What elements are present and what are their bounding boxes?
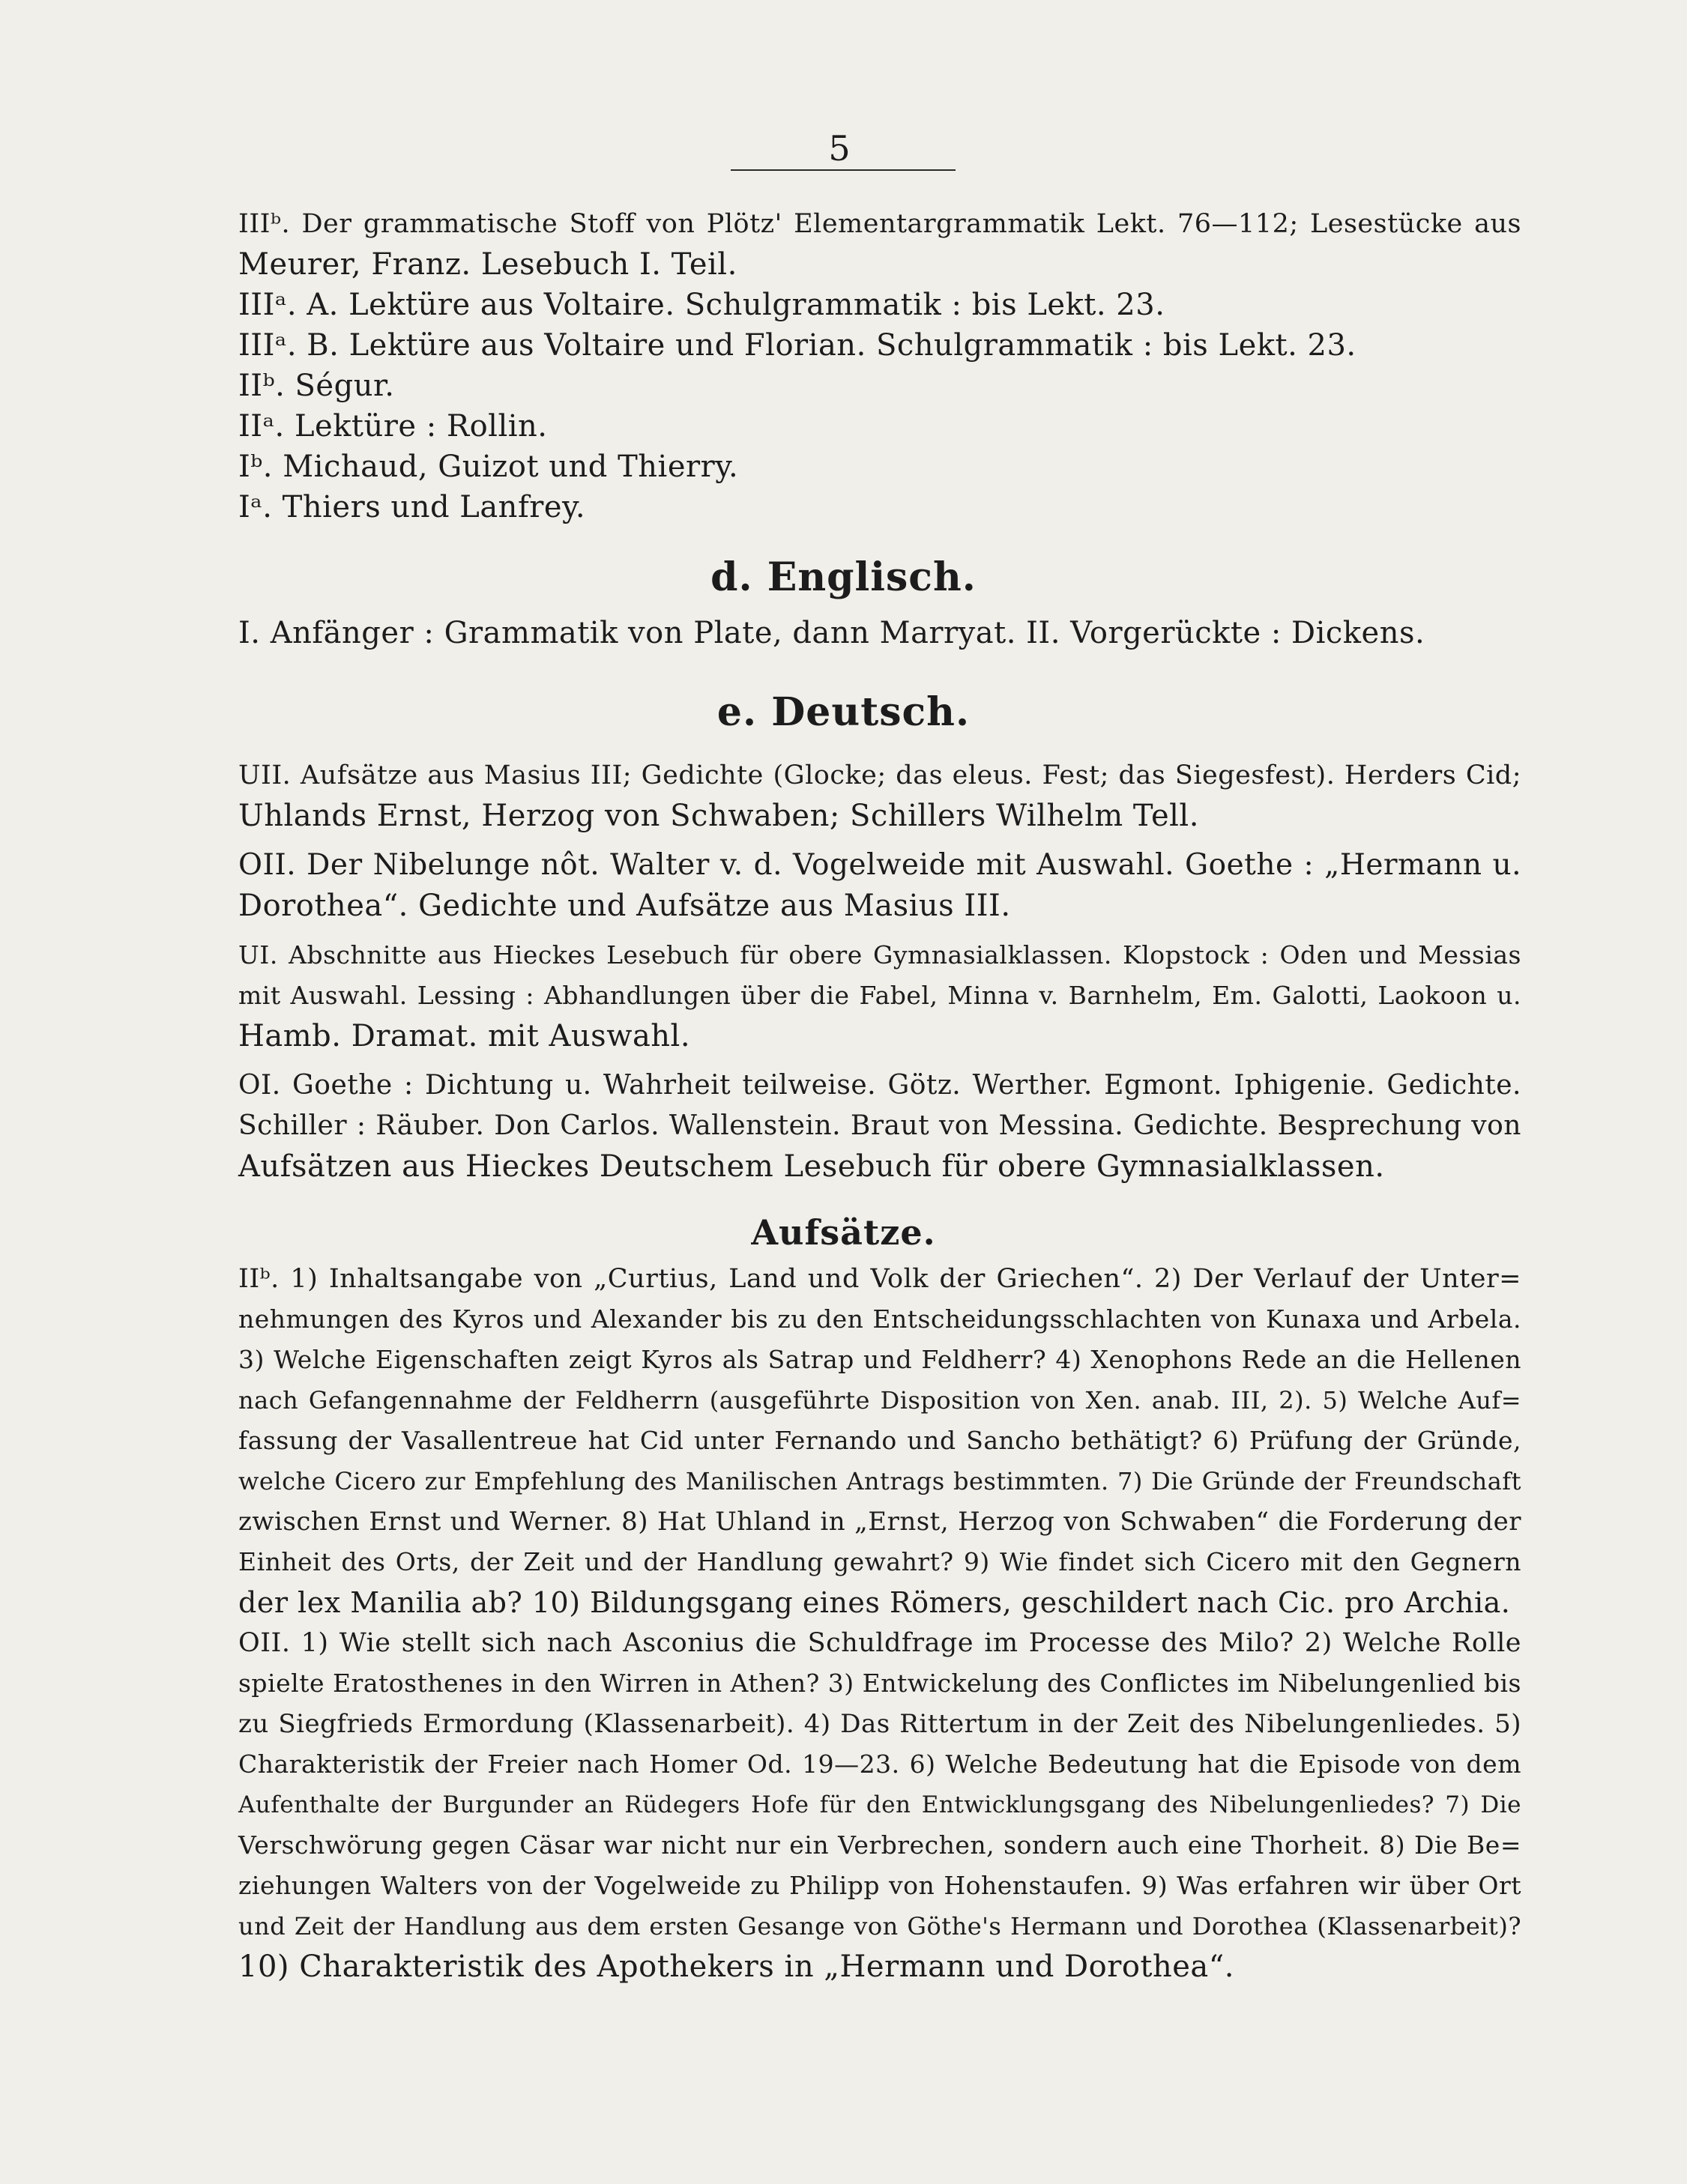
french-line: IIIᵇ. Der grammatische Stoff von Plötz' Elementargrammatik Lekt. 76—112; Lesestücke aus	[238, 209, 1521, 239]
aufsatz-line: ziehungen Walters von der Vogelweide zu Philipp von Hohenstaufen. 9) Was erfahren wir über Ort	[238, 1871, 1521, 1900]
deutsch-line: UI. Abschnitte aus Hieckes Lesebuch für obere Gymnasialklassen. Klopstock : Oden und Messias	[238, 940, 1521, 970]
aufsatz-line: welche Cicero zur Empfehlung des Manilischen Antrags bestimmten. 7) Die Gründe der Freundschaft	[238, 1467, 1521, 1495]
french-line: IIIᵃ. B. Lektüre aus Voltaire und Florian. Schulgrammatik : bis Lekt. 23.	[238, 328, 1356, 363]
deutsch-line: Dorothea“. Gedichte und Aufsätze aus Masius III.	[238, 889, 1011, 923]
aufsatz-line: zu Siegfrieds Ermordung (Klassenarbeit). 4) Das Rittertum in der Zeit des Nibelungenliedes. 5)	[238, 1709, 1521, 1739]
deutsch-line: UII. Aufsätze aus Masius III; Gedichte (Glocke; das eleus. Fest; das Siegesfest). Herders Cid;	[238, 760, 1521, 790]
section-heading-aufsaetze: Aufsätze.	[751, 1212, 936, 1253]
aufsatz-line: Aufenthalte der Burgunder an Rüdegers Hofe für den Entwicklungsgang des Nibelungenliedes? 7) Die	[238, 1791, 1521, 1818]
deutsch-line: mit Auswahl. Lessing : Abhandlungen über die Fabel, Minna v. Barnhelm, Em. Galotti, Laokoon u.	[238, 981, 1521, 1010]
aufsatz-line: und Zeit der Handlung aus dem ersten Gesange von Göthe's Hermann und Dorothea (Klassenarbeit)?	[238, 1912, 1521, 1941]
aufsatz-line: nach Gefangennahme der Feldherrn (ausgeführte Disposition von Xen. anab. III, 2). 5) Welche Auf=	[238, 1386, 1521, 1415]
aufsatz-line: der lex Manilia ab? 10) Bildungsgang eines Römers, geschildert nach Cic. pro Archia.	[238, 1586, 1511, 1619]
englisch-line: I. Anfänger : Grammatik von Plate, dann Marryat. II. Vorgerückte : Dickens.	[238, 616, 1425, 650]
section-heading-englisch: d. Englisch.	[710, 554, 977, 600]
deutsch-line: Uhlands Ernst, Herzog von Schwaben; Schillers Wilhelm Tell.	[238, 799, 1199, 833]
section-heading-deutsch: e. Deutsch.	[716, 689, 971, 735]
french-line: IIIᵃ. A. Lektüre aus Voltaire. Schulgrammatik : bis Lekt. 23.	[238, 288, 1165, 322]
french-line: IIᵇ. Ségur.	[238, 369, 395, 403]
french-line: Iᵃ. Thiers und Lanfrey.	[238, 490, 586, 524]
deutsch-line: Hamb. Dramat. mit Auswahl.	[238, 1019, 691, 1053]
aufsatz-line: 3) Welche Eigenschaften zeigt Kyros als Satrap und Feldherr? 4) Xenophons Rede an die Hellenen	[238, 1345, 1521, 1374]
aufsatz-line: Charakteristik der Freier nach Homer Od. 19—23. 6) Welche Bedeutung hat die Episode von dem	[238, 1749, 1521, 1779]
aufsatz-line: 10) Charakteristik des Apothekers in „Hermann und Dorothea“.	[238, 1949, 1234, 1984]
page-number: 5	[828, 128, 851, 169]
deutsch-line: OII. Der Nibelunge nôt. Walter v. d. Vogelweide mit Auswahl. Goethe : „Hermann u.	[238, 848, 1521, 882]
aufsatz-line: Einheit des Orts, der Zeit und der Handlung gewahrt? 9) Wie findet sich Cicero mit den Gegnern	[238, 1547, 1521, 1576]
header-rule	[731, 169, 956, 171]
deutsch-line: Aufsätzen aus Hieckes Deutschem Lesebuch für obere Gymnasialklassen.	[238, 1149, 1385, 1184]
aufsatz-line: IIᵇ. 1) Inhaltsangabe von „Curtius, Land und Volk der Griechen“. 2) Der Verlauf der Unter=	[238, 1264, 1521, 1294]
deutsch-line: OI. Goethe : Dichtung u. Wahrheit teilweise. Götz. Werther. Egmont. Iphigenie. Gedichte.	[238, 1070, 1521, 1101]
aufsatz-line: fassung der Vasallentreue hat Cid unter Fernando und Sancho bethätigt? 6) Prüfung der Gründe,	[238, 1426, 1521, 1455]
aufsatz-line: Verschwörung gegen Cäsar war nicht nur ein Verbrechen, sondern auch eine Thorheit. 8) Die Be=	[238, 1830, 1521, 1860]
french-line: Meurer, Franz. Lesebuch I. Teil.	[238, 247, 737, 282]
aufsatz-line: nehmungen des Kyros und Alexander bis zu den Entscheidungsschlachten von Kunaxa und Arbela.	[238, 1304, 1521, 1334]
french-line: Iᵇ. Michaud, Guizot und Thierry.	[238, 450, 739, 484]
deutsch-line: Schiller : Räuber. Don Carlos. Wallenstein. Braut von Messina. Gedichte. Besprechung von	[238, 1110, 1521, 1141]
french-line: IIᵃ. Lektüre : Rollin.	[238, 409, 548, 444]
aufsatz-line: spielte Eratosthenes in den Wirren in Athen? 3) Entwickelung des Conflictes im Nibelungenlied bis	[238, 1669, 1521, 1698]
aufsatz-line: OII. 1) Wie stellt sich nach Asconius die Schuldfrage im Processe des Milo? 2) Welche Rolle	[238, 1628, 1521, 1658]
aufsatz-line: zwischen Ernst und Werner. 8) Hat Uhland in „Ernst, Herzog von Schwaben“ die Forderung der	[238, 1507, 1521, 1537]
